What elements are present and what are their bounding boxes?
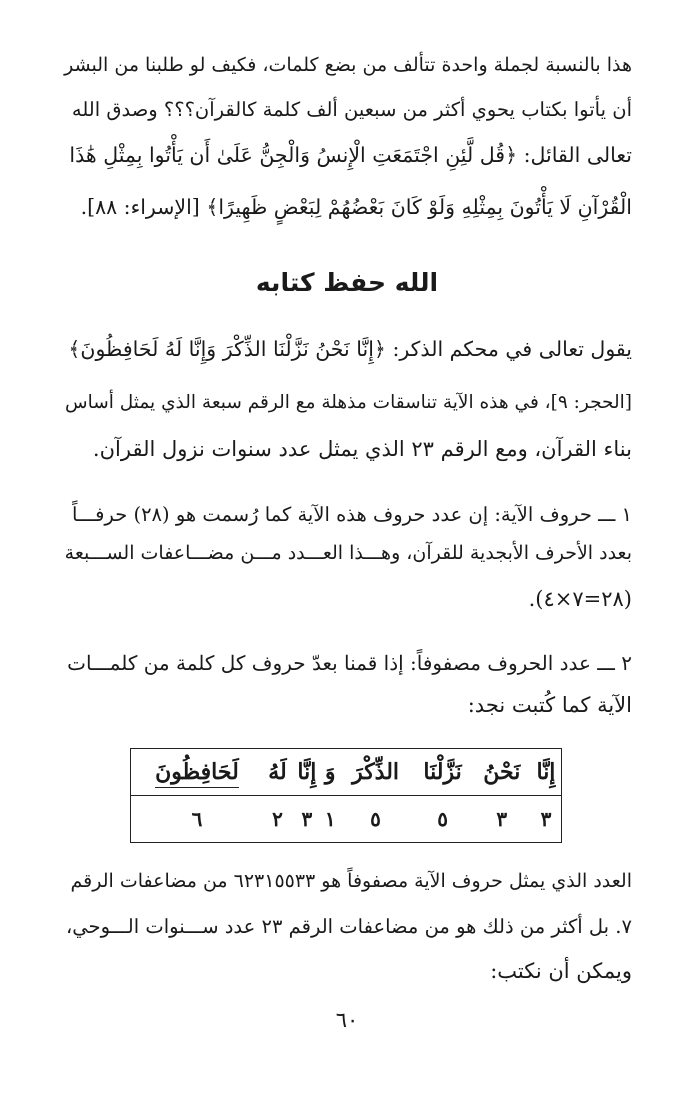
paragraph-line: [الحجر: ٩]، في هذه الآية تناسقات مذهلة مع الرقم سبعة الذي يمثل أساس: [65, 392, 632, 413]
paragraph-line: العدد الذي يمثل حروف الآية مصفوفاً هو ٦٢٣١٥٥٣٣ من مضاعفات الرقم: [70, 870, 632, 892]
table-cell-word-text: لَحَافِظُونَ: [155, 759, 239, 788]
table-cell-word: [131, 749, 263, 796]
verse-intro: تعالى القائل:: [517, 143, 632, 167]
table-row-counts: [131, 796, 562, 843]
table-cell-word: نَحْنُ: [473, 749, 531, 796]
section-heading: الله حفظ كتابه: [255, 268, 439, 297]
quran-verse: ﴿إِنَّا نَحْنُ نَزَّلْنَا الذِّكْرَ وَإِنَّا لَهُ لَحَافِظُونَ﴾: [68, 337, 386, 361]
paragraph-line: [62, 140, 632, 170]
table-cell-word: الذِّكْرَ: [339, 749, 413, 796]
table-cell-count: ١: [322, 796, 339, 843]
page-number: ٦٠: [335, 1008, 359, 1032]
paragraph-line: هذا بالنسبة لجملة واحدة تتألف من بضع كلمات، فكيف لو طلبنا من البشر: [64, 54, 632, 76]
table-cell-count: ٣: [473, 796, 531, 843]
paragraph-line: [62, 334, 632, 364]
paragraph-line: [62, 192, 632, 222]
paragraph-line: ويمكن أن نكتب:: [490, 959, 632, 983]
table-cell-count: ٥: [412, 796, 472, 843]
table-cell-count: ٣: [292, 796, 322, 843]
list-item-line: (٢٨=٧×٤).: [528, 587, 632, 611]
paragraph-line: بناء القرآن، ومع الرقم ٢٣ الذي يمثل عدد سنوات نزول القرآن.: [92, 437, 632, 461]
table-cell-count: ٥: [339, 796, 413, 843]
table-cell-word: وَ: [322, 749, 339, 796]
table-cell-count: ٣: [531, 796, 562, 843]
table-cell-word: إِنَّا: [531, 749, 562, 796]
table-cell-count: ٢: [263, 796, 292, 843]
table-cell-count: ٦: [131, 796, 263, 843]
table-cell-word: إِنَّا: [292, 749, 322, 796]
verse-intro: يقول تعالى في محكم الذكر:: [385, 337, 632, 361]
list-item-line: الآية كما كُتبت نجد:: [467, 693, 632, 717]
list-item-line: ١ ـــ حروف الآية: إن عدد حروف هذه الآية كما رُسمت هو (٢٨) حرفـــاً: [72, 503, 632, 526]
letter-count-table: [130, 748, 562, 843]
table-cell-word: نَزَّلْنَا: [412, 749, 472, 796]
quran-verse: الْقُرْآنِ لَا يَأْتُونَ بِمِثْلِهِ وَلَوْ كَانَ بَعْضُهُمْ لِبَعْضٍ ظَهِيرًا﴾: [206, 195, 632, 219]
verse-reference: [الإسراء: ٨٨].: [80, 195, 207, 219]
list-item-line: ٢ ـــ عدد الحروف مصفوفاً: إذا قمنا بعدّ حروف كل كلمة من كلمـــات: [67, 651, 632, 675]
table-row-words: [131, 749, 562, 796]
quran-verse: ﴿قُل لَّئِنِ اجْتَمَعَتِ الْإِنسُ وَالْجِنُّ عَلَىٰ أَن يَأْتُوا بِمِثْلِ هَٰذَا: [69, 143, 518, 167]
paragraph-line: ٧. بل أكثر من ذلك هو من مضاعفات الرقم ٢٣ عدد ســـنوات الـــوحي،: [65, 915, 632, 938]
paragraph-line: أن يأتوا بكتاب يحوي أكثر من سبعين ألف كلمة كالقرآن؟؟؟ وصدق الله: [71, 98, 632, 121]
table-cell-word: لَهُ: [263, 749, 292, 796]
list-item-line: بعدد الأحرف الأبجدية للقرآن، وهـــذا العـــدد مـــن مضـــاعفات الســـبعة: [64, 542, 632, 564]
